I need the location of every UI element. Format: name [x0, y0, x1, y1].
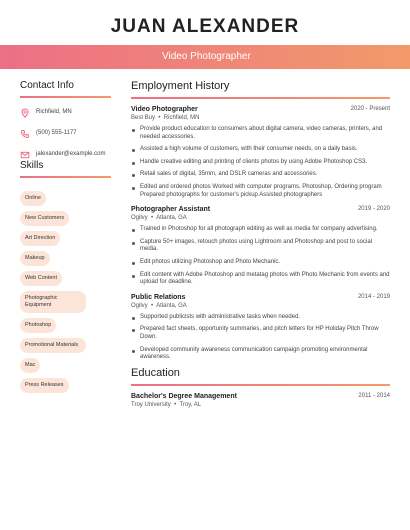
- skill-badge: Art Direction: [20, 231, 60, 246]
- job-dates: 2019 - 2020: [357, 206, 390, 213]
- employment-heading-underline: [131, 97, 390, 99]
- job-entry: [131, 106, 390, 199]
- contact-heading: Contact Info: [20, 80, 74, 91]
- job-bullet: Supported publicists with administrative tasks when needed.: [131, 314, 390, 322]
- skill-badge: New Customers: [20, 211, 69, 226]
- contact-phone: [20, 129, 111, 139]
- job-bullets: [131, 126, 390, 199]
- job-bullet: Assisted a high volume of customers, with their consumer needs, on a daily basis.: [131, 146, 390, 154]
- contact-location: [20, 108, 111, 118]
- skill-badge: Promotional Materials: [20, 338, 86, 353]
- job-entry: [131, 294, 390, 362]
- title-banner: [0, 45, 410, 69]
- job-bullets: [131, 226, 390, 287]
- degree-title: Bachelor's Degree Management: [131, 392, 237, 400]
- job-dates: 2014 - 2019: [357, 293, 390, 300]
- education-dates: 2011 - 2014: [358, 392, 390, 399]
- job-company: Ogilvy: [131, 302, 148, 309]
- job-bullet: Capture 50+ images, retouch photos using Lightroom and Photoshop and post to social media.: [131, 239, 390, 254]
- skills-heading: Skills: [20, 160, 44, 171]
- education-school: Troy University • Troy, AL: [131, 401, 202, 408]
- job-bullet: Trained in Photoshop for all photograph editing as well as media for company advertising.: [131, 226, 390, 234]
- skill-badge: Mac: [20, 358, 40, 373]
- school-location: Troy, AL: [179, 401, 202, 408]
- job-company: Best Buy: [131, 115, 156, 121]
- location-pin-icon: [20, 108, 30, 118]
- job-bullet: Edited and ordered photos Worked with computer programs, Photoshop, Ordering program Prepared photographs for customer's pickup Assisted photographers: [131, 184, 390, 199]
- job-title: Video Photographer: [131, 106, 198, 113]
- job-location: Atlanta, GA: [156, 302, 187, 309]
- education-heading-underline: [131, 384, 390, 386]
- job-entry: [131, 206, 390, 287]
- job-bullet: Handle creative editing and printing of clients photos by using Adobe Photoshop CS3.: [131, 159, 390, 167]
- candidate-name: JUAN ALEXANDER: [110, 16, 300, 37]
- job-location: Richfield, MN: [163, 115, 200, 121]
- contact-list: [20, 108, 111, 160]
- skills-list: [20, 186, 111, 393]
- skill-badge: Photographic Equipment: [20, 291, 86, 313]
- contact-location-text: Richfield, MN: [36, 109, 72, 115]
- skill-badge: Makeup: [20, 251, 50, 266]
- skill-badge: Web Content: [20, 271, 62, 286]
- job-bullet: Retail sales of digital, 35mm, and DSLR cameras and accessories.: [131, 171, 390, 179]
- job-employer: Best Buy • Richfield, MN: [131, 115, 200, 121]
- envelope-icon: [20, 150, 30, 160]
- sidebar: [20, 80, 111, 393]
- contact-phone-text: (500) 555-1177: [36, 130, 77, 136]
- contact-email-text[interactable]: jalexander@example.com: [36, 151, 106, 157]
- education-entry: [131, 393, 390, 408]
- job-bullet: Edit content with Adobe Photoshop and metatag photos with Photo Mechanic from events and upload for deadline.: [131, 272, 390, 287]
- education-heading: Education: [131, 366, 180, 379]
- job-company: Ogilvy: [131, 215, 148, 222]
- contact-heading-underline: [20, 96, 111, 98]
- phone-icon: [20, 129, 30, 139]
- job-bullet: Prepared fact sheets, opportunity summaries, and pitch letters for HP Holiday Pitch Throw Down.: [131, 326, 390, 341]
- job-title-banner-text: Video Photographer: [162, 51, 251, 62]
- job-location: Atlanta, GA: [156, 215, 187, 222]
- job-title: Photographer Assistant: [131, 206, 211, 214]
- skill-badge: Photoshop: [20, 318, 56, 333]
- skills-heading-underline: [20, 176, 111, 178]
- job-title: Public Relations: [131, 293, 186, 301]
- job-employer: Ogilvy • Atlanta, GA: [131, 215, 187, 222]
- employment-heading: Employment History: [131, 80, 230, 92]
- school-name: Troy University: [131, 401, 171, 408]
- contact-email: [20, 150, 111, 160]
- job-bullet: Edit photos utilizing Photoshop and Photo Mechanic.: [131, 259, 390, 267]
- job-bullet: Developed community awareness communication campaign promoting environmental awareness.: [131, 347, 390, 362]
- job-bullets: [131, 314, 390, 362]
- job-dates: 2020 - Present: [350, 106, 390, 112]
- job-bullet: Provide product education to consumers about digital camera, video cameras, printers, and needed accessories.: [131, 126, 390, 141]
- skill-badge: Press Releases: [20, 378, 69, 393]
- job-employer: Ogilvy • Atlanta, GA: [131, 302, 187, 309]
- main-content: [131, 80, 390, 408]
- skill-badge: Online: [20, 191, 46, 206]
